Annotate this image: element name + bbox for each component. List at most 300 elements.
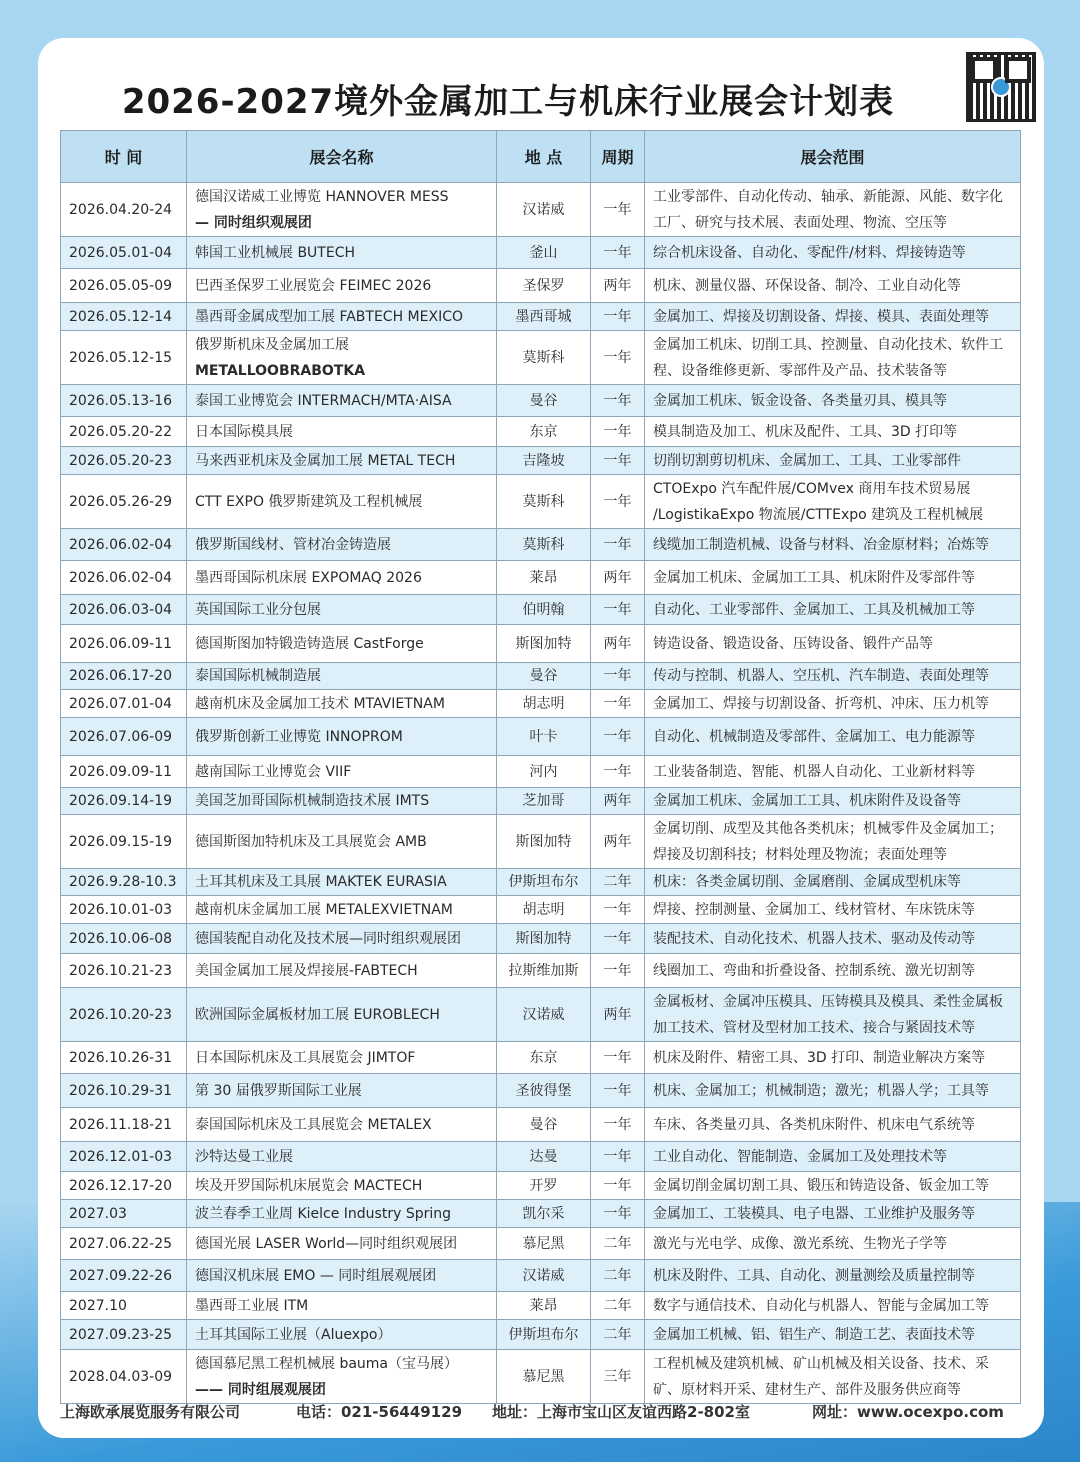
cell-scope (645, 869, 1021, 896)
cell-cycle-text: 一年 (603, 962, 632, 979)
cell-date-text: 2026.10.26-31 (69, 1049, 173, 1066)
cell-scope (645, 924, 1021, 954)
cell-scope (645, 183, 1021, 237)
table-row (61, 1292, 1021, 1320)
footer-phone: 电话：021-56449129 (296, 1403, 463, 1421)
cell-name-subtext: — 同时组织观展团 (195, 214, 312, 231)
cell-cycle-text: 一年 (603, 1205, 632, 1222)
cell-scope (645, 1172, 1021, 1200)
cell-name-text: 沙特达曼工业展 (195, 1148, 293, 1165)
cell-date (61, 1350, 187, 1404)
cell-date (61, 896, 187, 924)
cell-cycle (591, 385, 645, 417)
cell-location (497, 385, 591, 417)
cell-location-text: 胡志明 (522, 695, 565, 712)
cell-date-text: 2026.07.01-04 (69, 695, 173, 712)
cell-name-text: 欧洲国际金属板材加工展 EUROBLECH (195, 1006, 440, 1023)
table-row (61, 385, 1021, 417)
table-row (61, 303, 1021, 331)
cell-date (61, 331, 187, 385)
cell-location (497, 1074, 591, 1108)
cell-cycle-text: 二年 (603, 874, 632, 890)
cell-date (61, 1228, 187, 1260)
cell-scope-text: 金属加工机床、切削工具、控测量、自动化技术、软件工程、设备维修更新、零部件及产品、技术装备等 (653, 336, 1003, 379)
qr-code-icon (966, 52, 1036, 122)
cell-date-text: 2026.10.21-23 (69, 962, 173, 979)
cell-date-text: 2026.9.28-10.3 (69, 874, 177, 890)
cell-date (61, 1074, 187, 1108)
cell-cycle-text: 两年 (603, 635, 632, 652)
cell-scope (645, 385, 1021, 417)
cell-location-text: 伊斯坦布尔 (508, 1326, 579, 1343)
cell-name-text: 墨西哥金属成型加工展 FABTECH MEXICO (195, 308, 463, 325)
cell-cycle (591, 815, 645, 869)
cell-cycle (591, 718, 645, 756)
cell-cycle-text: 二年 (603, 1297, 632, 1314)
cell-scope-text: 模具制造及加工、机床及配件、工具、3D 打印等 (653, 423, 958, 440)
cell-location (497, 1200, 591, 1228)
cell-name (187, 815, 497, 869)
cell-name (187, 1142, 497, 1172)
cell-cycle (591, 1042, 645, 1074)
cell-date-text: 2027.06.22-25 (69, 1235, 173, 1252)
cell-cycle-text: 一年 (603, 423, 632, 440)
cell-name-text: 德国汉机床展 EMO — 同时组展观展团 (195, 1267, 437, 1284)
cell-cycle-text: 一年 (603, 244, 632, 261)
table-row (61, 1200, 1021, 1228)
cell-cycle (591, 625, 645, 663)
cell-date (61, 924, 187, 954)
cell-name-text: 德国光展 LASER World—同时组织观展团 (195, 1235, 458, 1252)
cell-location-text: 慕尼黑 (522, 1235, 565, 1252)
table-row (61, 663, 1021, 690)
cell-date-text: 2026.05.05-09 (69, 277, 173, 294)
header-scope: 展会范围 (645, 131, 1021, 183)
cell-location (497, 1172, 591, 1200)
table-row (61, 924, 1021, 954)
cell-cycle (591, 237, 645, 269)
cell-date (61, 815, 187, 869)
cell-location (497, 1320, 591, 1350)
cell-location (497, 1042, 591, 1074)
cell-name-text: 英国国际工业分包展 (195, 601, 321, 618)
cell-location (497, 529, 591, 561)
cell-scope-text: CTOExpo 汽车配件展/COMvex 商用车技术贸易展 /LogistikaExpo 物流展/CTTExpo 建筑及工程机械展 (653, 480, 984, 523)
cell-name-text: 德国斯图加特锻造铸造展 CastForge (195, 635, 424, 652)
cell-name-text: 德国汉诺威工业博览 HANNOVER MESS (195, 188, 449, 205)
cell-location-text: 莫斯科 (522, 349, 565, 366)
cell-scope-text: 机床：各类金属切削、金属磨削、金属成型机床等 (653, 874, 961, 890)
cell-scope (645, 1074, 1021, 1108)
cell-scope (645, 331, 1021, 385)
cell-name (187, 869, 497, 896)
cell-cycle (591, 690, 645, 718)
cell-cycle (591, 924, 645, 954)
cell-name (187, 788, 497, 815)
cell-cycle (591, 183, 645, 237)
cell-scope-text: 数字与通信技术、自动化与机器人、智能与金属加工等 (653, 1297, 989, 1314)
cell-scope-text: 工业零部件、自动化传动、轴承、新能源、风能、数字化工厂、研究与技术展、表面处理、物流、空压等 (653, 188, 1003, 231)
cell-name-text: 越南机床金属加工展 METALEXVIETNAM (195, 901, 453, 918)
cell-cycle-text: 一年 (603, 930, 632, 947)
table-row (61, 690, 1021, 718)
cell-name (187, 690, 497, 718)
cell-scope-text: 传动与控制、机器人、空压机、汽车制造、表面处理等 (653, 668, 989, 684)
cell-date-text: 2026.05.26-29 (69, 493, 173, 510)
cell-scope-text: 工程机械及建筑机械、矿山机械及相关设备、技术、采矿、原材料开采、建材生产、部件及服务供应商等 (653, 1355, 989, 1398)
cell-cycle (591, 1320, 645, 1350)
cell-cycle-text: 两年 (603, 277, 632, 294)
cell-name-text: 第 30 届俄罗斯国际工业展 (195, 1082, 362, 1099)
cell-date (61, 269, 187, 303)
cell-scope-text: 工业自动化、智能制造、金属加工及处理技术等 (653, 1148, 947, 1165)
cell-date-text: 2026.09.15-19 (69, 833, 173, 850)
table-row (61, 1228, 1021, 1260)
cell-scope (645, 625, 1021, 663)
cell-name (187, 303, 497, 331)
cell-location-text: 莫斯科 (522, 493, 565, 510)
cell-name (187, 896, 497, 924)
cell-location-text: 莱昂 (529, 1297, 558, 1314)
cell-scope-text: 金属加工、工装模具、电子电器、工业维护及服务等 (653, 1205, 975, 1222)
cell-date (61, 303, 187, 331)
table-row (61, 954, 1021, 988)
cell-location (497, 1292, 591, 1320)
cell-date (61, 237, 187, 269)
cell-scope (645, 896, 1021, 924)
table-row (61, 183, 1021, 237)
table-row (61, 595, 1021, 625)
cell-cycle (591, 988, 645, 1042)
cell-location-text: 墨西哥城 (515, 308, 572, 325)
cell-scope (645, 663, 1021, 690)
cell-name (187, 595, 497, 625)
cell-name-text: 美国芝加哥国际机械制造技术展 IMTS (195, 793, 430, 809)
cell-cycle (591, 663, 645, 690)
cell-name-text: 墨西哥工业展 ITM (195, 1297, 309, 1314)
cell-date-text: 2027.09.23-25 (69, 1326, 173, 1343)
cell-location (497, 815, 591, 869)
table-row (61, 331, 1021, 385)
cell-location-text: 叶卡 (529, 728, 558, 745)
cell-name (187, 183, 497, 237)
cell-location-text: 莱昂 (529, 569, 558, 586)
cell-date-text: 2026.07.06-09 (69, 728, 173, 745)
cell-date (61, 561, 187, 595)
cell-scope (645, 1042, 1021, 1074)
cell-date-text: 2026.12.17-20 (69, 1177, 173, 1194)
cell-location (497, 756, 591, 788)
cell-date-text: 2027.10 (69, 1297, 127, 1314)
cell-location (497, 331, 591, 385)
cell-scope (645, 1228, 1021, 1260)
cell-cycle-text: 一年 (603, 695, 632, 712)
cell-location (497, 788, 591, 815)
cell-location-text: 伯明翰 (522, 601, 565, 618)
cell-cycle-text: 一年 (603, 349, 632, 366)
table-body (61, 183, 1021, 1404)
cell-date-text: 2026.06.17-20 (69, 668, 173, 684)
table-row (61, 896, 1021, 924)
exhibition-table (60, 130, 1021, 1404)
cell-name-text: 土耳其机床及工具展 MAKTEK EURASIA (195, 874, 447, 890)
cell-cycle (591, 331, 645, 385)
cell-cycle-text: 一年 (603, 536, 632, 553)
table-row (61, 625, 1021, 663)
cell-cycle (591, 529, 645, 561)
table-row (61, 815, 1021, 869)
cell-date-text: 2026.06.02-04 (69, 569, 173, 586)
cell-cycle-text: 一年 (603, 493, 632, 510)
cell-cycle (591, 269, 645, 303)
cell-cycle-text: 一年 (603, 201, 632, 218)
cell-scope-text: 焊接、控制测量、金属加工、线材管材、车床铣床等 (653, 901, 975, 918)
cell-date-text: 2026.10.01-03 (69, 901, 173, 918)
table-row (61, 1350, 1021, 1404)
cell-scope (645, 269, 1021, 303)
cell-location (497, 1228, 591, 1260)
cell-date-text: 2026.09.14-19 (69, 793, 173, 809)
cell-cycle-text: 两年 (603, 1006, 632, 1023)
cell-scope-text: 机床、测量仪器、环保设备、制冷、工业自动化等 (653, 277, 961, 294)
header-date: 时 间 (61, 131, 187, 183)
cell-name-text: 越南国际工业博览会 VIIF (195, 763, 352, 780)
table-row (61, 869, 1021, 896)
table-row (61, 1260, 1021, 1292)
cell-name (187, 1228, 497, 1260)
cell-location-text: 拉斯维加斯 (508, 962, 579, 979)
cell-scope-text: 金属加工机械、铝、铝生产、制造工艺、表面技术等 (653, 1326, 975, 1343)
table-row (61, 447, 1021, 475)
cell-name-text: 埃及开罗国际机床展览会 MACTECH (195, 1177, 423, 1194)
cell-name (187, 529, 497, 561)
cell-location (497, 625, 591, 663)
header-cycle: 周期 (591, 131, 645, 183)
table-row (61, 788, 1021, 815)
cell-date (61, 788, 187, 815)
cell-scope-text: 机床、金属加工；机械制造；激光；机器人学；工具等 (653, 1082, 989, 1099)
cell-location (497, 1108, 591, 1142)
cell-location (497, 1350, 591, 1404)
cell-cycle (591, 1200, 645, 1228)
cell-name (187, 1200, 497, 1228)
cell-location-text: 汉诺威 (522, 1267, 565, 1284)
cell-date (61, 417, 187, 447)
cell-scope-text: 金属切削金属切割工具、锻压和铸造设备、钣金加工等 (653, 1177, 989, 1194)
cell-scope-text: 金属板材、金属冲压模具、压铸模具及模具、柔性金属板加工技术、管材及型材加工技术、接合与紧固技术等 (653, 993, 1003, 1036)
cell-cycle-text: 两年 (603, 833, 632, 850)
cell-name (187, 663, 497, 690)
cell-location (497, 595, 591, 625)
cell-cycle (591, 788, 645, 815)
cell-name (187, 1108, 497, 1142)
cell-name (187, 1260, 497, 1292)
cell-cycle (591, 756, 645, 788)
cell-cycle (591, 475, 645, 529)
cell-scope-text: 自动化、工业零部件、金属加工、工具及机械加工等 (653, 601, 975, 618)
cell-date (61, 625, 187, 663)
cell-name (187, 561, 497, 595)
cell-cycle (591, 954, 645, 988)
cell-date (61, 954, 187, 988)
table-row (61, 1042, 1021, 1074)
table-row (61, 561, 1021, 595)
cell-location-text: 芝加哥 (522, 793, 565, 809)
cell-location (497, 269, 591, 303)
table-row (61, 269, 1021, 303)
table-row (61, 475, 1021, 529)
cell-location (497, 869, 591, 896)
cell-name (187, 756, 497, 788)
cell-cycle (591, 447, 645, 475)
cell-cycle (591, 1292, 645, 1320)
table-row (61, 417, 1021, 447)
cell-cycle-text: 两年 (603, 793, 632, 809)
cell-date-text: 2026.09.09-11 (69, 763, 173, 780)
cell-location-text: 伊斯坦布尔 (508, 874, 579, 890)
cell-scope-text: 线缆加工制造机械、设备与材料、冶金原材料；冶炼等 (653, 536, 989, 553)
cell-location (497, 475, 591, 529)
cell-location-text: 圣彼得堡 (515, 1082, 572, 1099)
poster-card (38, 38, 1044, 1438)
cell-cycle-text: 二年 (603, 1326, 632, 1343)
cell-date (61, 1260, 187, 1292)
cell-scope-text: 机床及附件、精密工具、3D 打印、制造业解决方案等 (653, 1049, 986, 1066)
cell-location (497, 561, 591, 595)
table-row (61, 1172, 1021, 1200)
cell-cycle-text: 一年 (603, 763, 632, 780)
cell-location-text: 曼谷 (529, 392, 558, 409)
cell-scope-text: 综合机床设备、自动化、零配件/材料、焊接铸造等 (653, 244, 966, 261)
cell-name-text: 俄罗斯创新工业博览 INNOPROM (195, 728, 403, 745)
cell-name (187, 625, 497, 663)
cell-name (187, 1350, 497, 1404)
cell-scope-text: 自动化、机械制造及零部件、金属加工、电力能源等 (653, 728, 975, 745)
cell-scope-text: 金属加工机床、金属加工工具、机床附件及零部件等 (653, 569, 975, 586)
cell-scope (645, 1260, 1021, 1292)
cell-cycle (591, 1142, 645, 1172)
cell-date (61, 183, 187, 237)
cell-scope-text: 切削切割剪切机床、金属加工、工具、工业零部件 (653, 452, 961, 469)
cell-location-text: 开罗 (529, 1177, 558, 1194)
cell-cycle-text: 一年 (603, 1049, 632, 1066)
cell-name-text: 泰国工业博览会 INTERMACH/MTA·AISA (195, 392, 452, 409)
cell-location (497, 1260, 591, 1292)
cell-scope (645, 1292, 1021, 1320)
cell-name (187, 331, 497, 385)
cell-date (61, 1042, 187, 1074)
table-row (61, 1320, 1021, 1350)
cell-name (187, 385, 497, 417)
cell-scope-text: 铸造设备、锻造设备、压铸设备、锻件产品等 (653, 635, 933, 652)
cell-name-text: 墨西哥国际机床展 EXPOMAQ 2026 (195, 569, 422, 586)
cell-date-text: 2026.05.13-16 (69, 392, 173, 409)
cell-location-text: 曼谷 (529, 668, 558, 684)
cell-name (187, 237, 497, 269)
cell-name-text: 马来西亚机床及金属加工展 METAL TECH (195, 452, 456, 469)
cell-cycle (591, 1228, 645, 1260)
cell-date-text: 2027.09.22-26 (69, 1267, 173, 1284)
header-name: 展会名称 (187, 131, 497, 183)
cell-date (61, 1108, 187, 1142)
cell-cycle (591, 1260, 645, 1292)
cell-scope (645, 417, 1021, 447)
cell-location-text: 吉隆坡 (522, 452, 565, 469)
cell-date-text: 2026.05.12-15 (69, 349, 173, 366)
cell-location (497, 303, 591, 331)
cell-scope-text: 工业装备制造、智能、机器人自动化、工业新材料等 (653, 763, 975, 780)
cell-cycle-text: 一年 (603, 901, 632, 918)
cell-location-text: 曼谷 (529, 1116, 558, 1133)
cell-name (187, 1042, 497, 1074)
cell-date (61, 1200, 187, 1228)
cell-cycle (591, 1074, 645, 1108)
cell-scope (645, 237, 1021, 269)
cell-scope-text: 车床、各类量刃具、各类机床附件、机床电气系统等 (653, 1116, 975, 1133)
cell-location-text: 凯尔采 (522, 1205, 565, 1222)
cell-location-text: 慕尼黑 (522, 1368, 565, 1385)
footer-company: 上海欧承展览服务有限公司 (60, 1403, 241, 1421)
cell-date (61, 529, 187, 561)
cell-name (187, 988, 497, 1042)
cell-location (497, 447, 591, 475)
table-row (61, 1074, 1021, 1108)
cell-date (61, 756, 187, 788)
cell-date-text: 2026.10.20-23 (69, 1006, 173, 1023)
cell-cycle (591, 1108, 645, 1142)
cell-date (61, 385, 187, 417)
cell-cycle (591, 561, 645, 595)
cell-cycle-text: 一年 (603, 308, 632, 325)
cell-scope-text: 金属加工机床、金属加工工具、机床附件及设备等 (653, 793, 961, 809)
cell-scope (645, 475, 1021, 529)
cell-date (61, 718, 187, 756)
cell-scope-text: 金属切削、成型及其他各类机床；机械零件及金属加工；焊接及切割科技；材料处理及物流；表面处理等 (653, 820, 1003, 863)
cell-date-text: 2026.06.03-04 (69, 601, 173, 618)
cell-name-text: 德国慕尼黑工程机械展 bauma（宝马展） (195, 1355, 459, 1372)
cell-name-text: 俄罗斯国线材、管材冶金铸造展 (195, 536, 391, 553)
cell-name (187, 447, 497, 475)
cell-scope (645, 988, 1021, 1042)
cell-cycle (591, 417, 645, 447)
cell-scope (645, 1200, 1021, 1228)
cell-location-text: 圣保罗 (522, 277, 565, 294)
cell-name-text: CTT EXPO 俄罗斯建筑及工程机械展 (195, 493, 423, 510)
cell-name-text: 越南机床及金属加工技术 MTAVIETNAM (195, 695, 445, 712)
cell-location-text: 胡志明 (522, 901, 565, 918)
cell-name-text: 日本国际模具展 (195, 423, 293, 440)
cell-name (187, 718, 497, 756)
cell-scope-text: 金属加工、焊接及切割设备、焊接、模具、表面处理等 (653, 308, 989, 325)
cell-date (61, 1142, 187, 1172)
cell-location-text: 汉诺威 (522, 201, 565, 218)
cell-date-text: 2026.11.18-21 (69, 1116, 173, 1133)
cell-date (61, 447, 187, 475)
cell-name-text: 俄罗斯机床及金属加工展 (195, 336, 349, 353)
cell-location (497, 690, 591, 718)
cell-name (187, 475, 497, 529)
cell-cycle-text: 一年 (603, 728, 632, 745)
cell-name (187, 954, 497, 988)
cell-scope (645, 954, 1021, 988)
cell-location-text: 釜山 (529, 244, 558, 261)
cell-location (497, 1142, 591, 1172)
cell-location-text: 斯图加特 (515, 930, 572, 947)
cell-scope (645, 1142, 1021, 1172)
cell-scope-text: 金属加工、焊接与切割设备、折弯机、冲床、压力机等 (653, 695, 989, 712)
page-title: 2026-2027境外金属加工与机床行业展会计划表 (121, 82, 895, 122)
cell-name (187, 1172, 497, 1200)
